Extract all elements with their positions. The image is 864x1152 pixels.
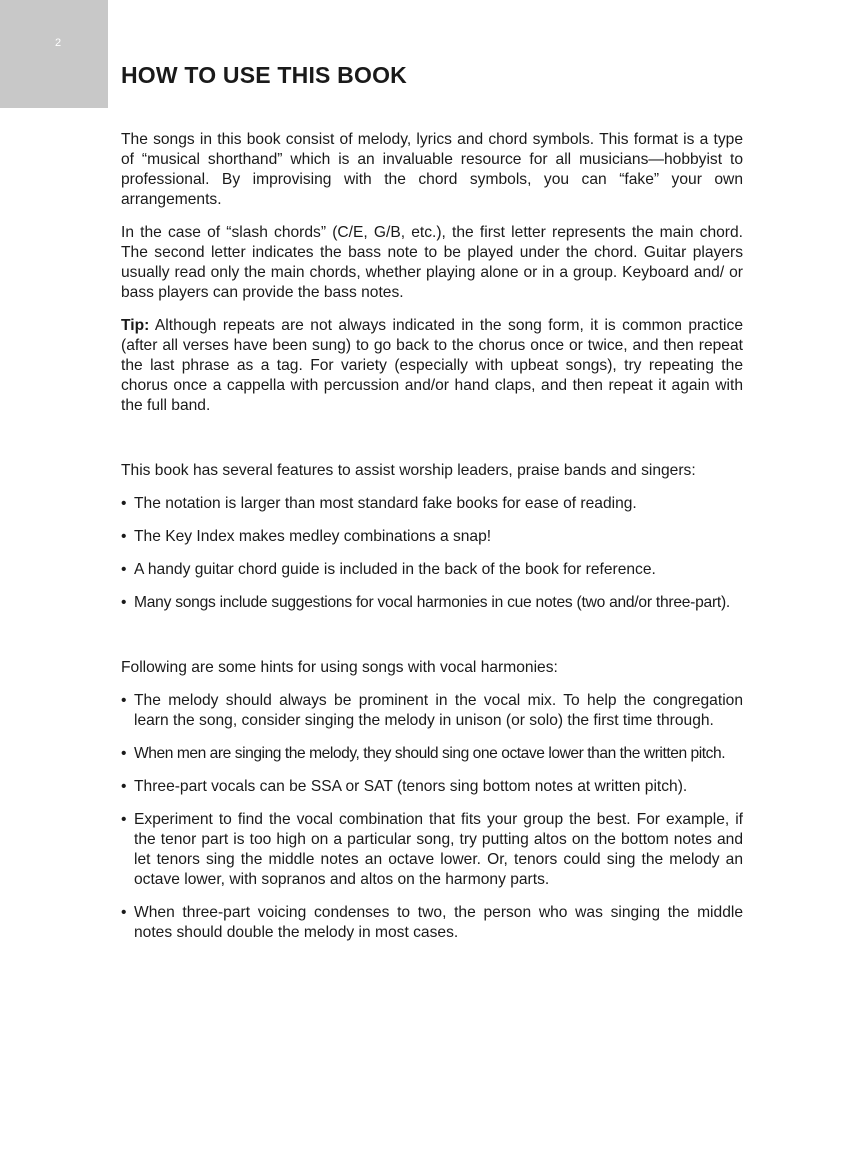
list-item-text: Experiment to find the vocal combination that fits your group the best. For example, if the tenor part is too high on a particular song, try putting altos on the bottom notes and let tenors sing the middle notes an octave lower. Or, tenors could sing the melody an octave lower, with sopranos and altos on the harmony parts. bbox=[134, 811, 743, 888]
list-item bbox=[121, 810, 743, 890]
list-item-text: A handy guitar chord guide is included in the back of the book for reference. bbox=[134, 561, 656, 578]
list-item-text: The notation is larger than most standard fake books for ease of reading. bbox=[134, 495, 637, 512]
bullet-icon: • bbox=[121, 904, 127, 921]
page-title: HOW TO USE THIS BOOK bbox=[121, 62, 407, 88]
list-item bbox=[121, 777, 743, 797]
features-intro: This book has several features to assist worship leaders, praise bands and singers: bbox=[121, 462, 696, 479]
list-item bbox=[121, 903, 743, 943]
hints-list bbox=[121, 691, 743, 943]
list-item bbox=[121, 560, 743, 580]
list-item bbox=[121, 494, 743, 514]
bullet-icon: • bbox=[121, 692, 127, 709]
list-item-text: The melody should always be prominent in the vocal mix. To help the congregation learn the song, consider singing the melody in unison (or solo) the first time through. bbox=[134, 692, 743, 729]
bullet-icon: • bbox=[121, 561, 127, 578]
list-item bbox=[121, 527, 743, 547]
tip-label: Tip: bbox=[121, 317, 150, 334]
page-corner-tab bbox=[0, 0, 108, 108]
list-item bbox=[121, 593, 743, 613]
bullet-icon: • bbox=[121, 594, 127, 611]
bullet-icon: • bbox=[121, 495, 127, 512]
features-list bbox=[121, 494, 743, 613]
list-item-text: When men are singing the melody, they should sing one octave lower than the written pitch. bbox=[134, 745, 726, 762]
list-item bbox=[121, 691, 743, 731]
bullet-icon: • bbox=[121, 528, 127, 545]
list-item-text: Three-part vocals can be SSA or SAT (tenors sing bottom notes at written pitch). bbox=[134, 778, 688, 795]
paragraph-slash-chords: In the case of “slash chords” (C/E, G/B, etc.), the first letter represents the main chord. The second letter indicates the bass note to be played under the chord. Guitar players usually read only the main chords, whether playing alone or in a group. Keyboard and/ or bass players can provide the bass notes. bbox=[121, 224, 743, 301]
list-item-text: When three-part voicing condenses to two, the person who was singing the middle notes should double the melody in most cases. bbox=[134, 904, 743, 941]
paragraph-intro: The songs in this book consist of melody, lyrics and chord symbols. This format is a type of “musical shorthand” which is an invaluable resource for all musicians—hobbyist to professional. By improvising with the chord symbols, you can “fake” your own arrangements. bbox=[121, 131, 743, 208]
tip-text: Although repeats are not always indicated in the song form, it is common practice (after all verses have been sung) to go back to the chorus once or twice, and then repeat the last phrase as a tag. For variety (especially with upbeat songs), try repeating the chorus once a cappella with percussion and/or hand claps, and then repeat it again with the full band. bbox=[121, 317, 743, 414]
bullet-icon: • bbox=[121, 811, 127, 828]
paragraph-tip bbox=[121, 316, 743, 416]
list-item-text: Many songs include suggestions for vocal harmonies in cue notes (two and/or three-part). bbox=[134, 594, 731, 611]
hints-intro: Following are some hints for using songs with vocal harmonies: bbox=[121, 659, 558, 676]
section-spacer bbox=[121, 429, 743, 461]
list-item bbox=[121, 744, 743, 764]
section-spacer bbox=[121, 626, 743, 658]
bullet-icon: • bbox=[121, 745, 127, 762]
list-item-text: The Key Index makes medley combinations a snap! bbox=[134, 528, 492, 545]
bullet-icon: • bbox=[121, 778, 127, 795]
page-number: 2 bbox=[55, 37, 62, 49]
page-body bbox=[121, 130, 743, 956]
